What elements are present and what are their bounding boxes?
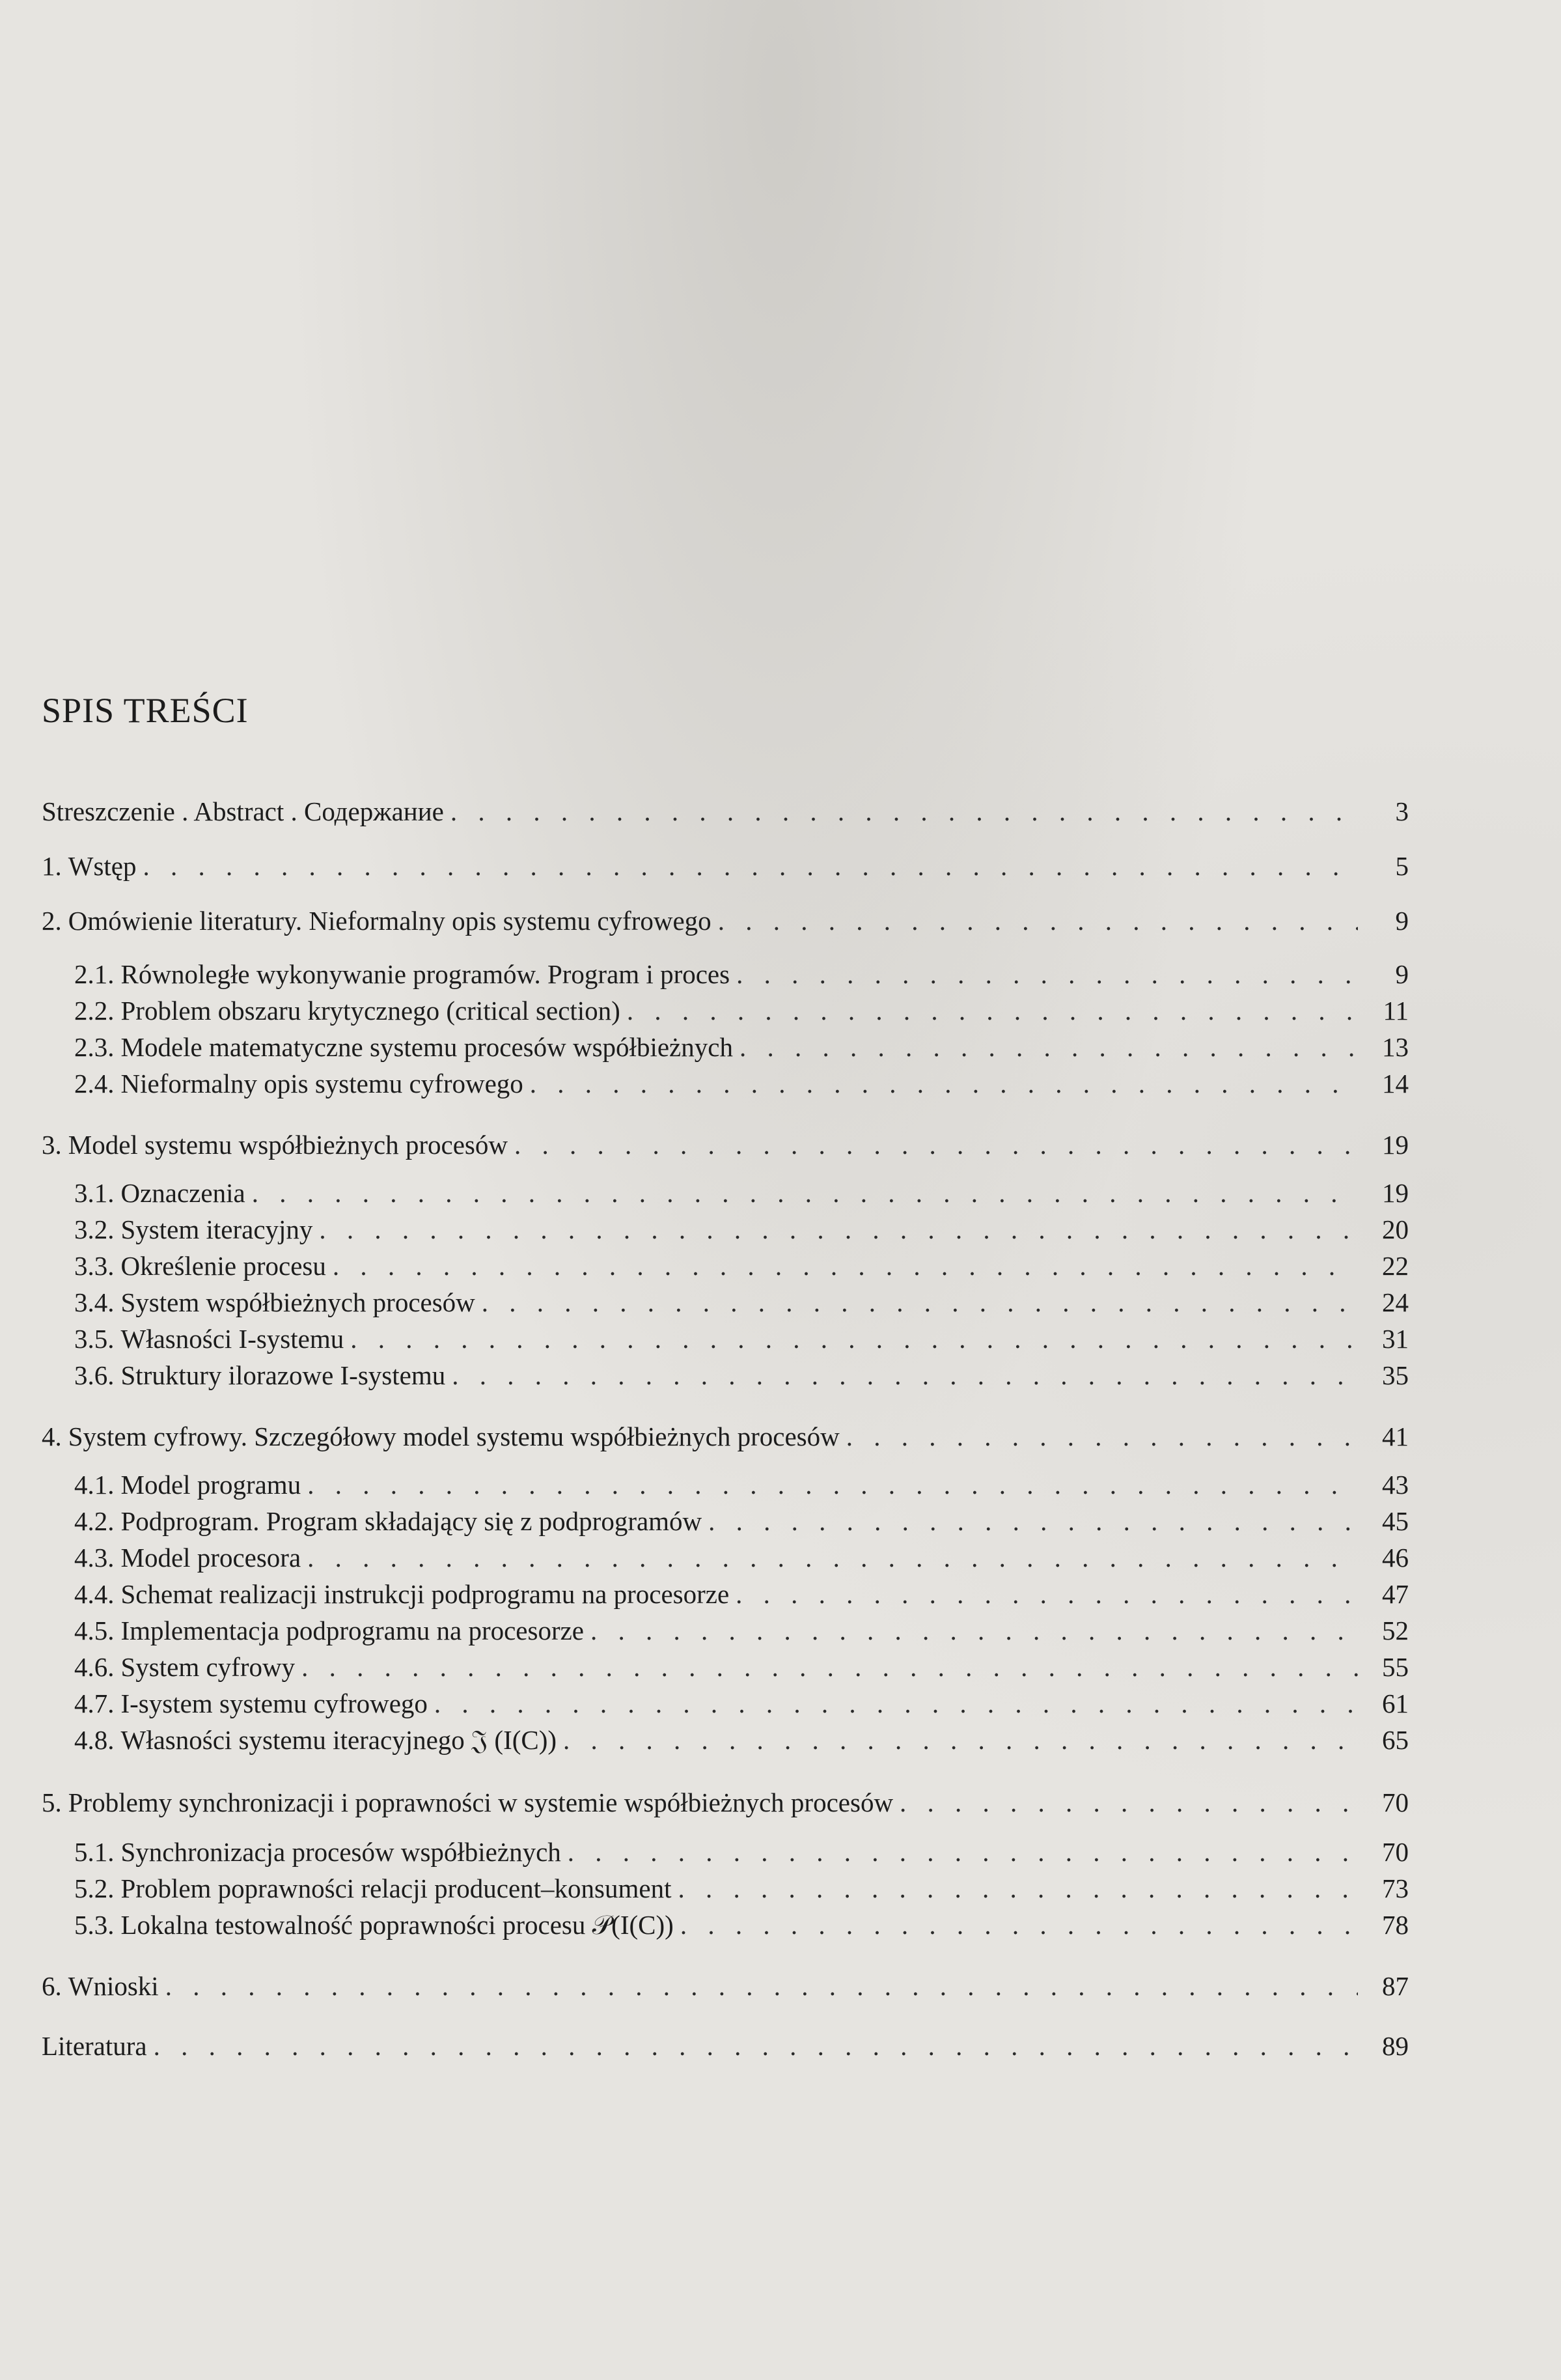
leader-dots — [736, 1577, 1358, 1611]
toc-entry-label: Literatura — [42, 2031, 147, 2061]
toc-entry — [74, 1835, 1409, 1869]
leader-dots — [708, 1504, 1358, 1538]
toc-entry-page: 55 — [1382, 1652, 1409, 1682]
leader-dots — [307, 1468, 1358, 1502]
leader-dots — [333, 1249, 1358, 1283]
toc-entry — [42, 1420, 1409, 1453]
leader-dots — [143, 849, 1359, 883]
toc-entry — [74, 1614, 1409, 1647]
toc-entry — [42, 794, 1409, 828]
leader-dots — [482, 1285, 1358, 1319]
toc-entry-page: 35 — [1382, 1360, 1409, 1390]
toc-entry-label: Wnioski — [68, 1971, 159, 2001]
toc-entry-page: 24 — [1382, 1287, 1409, 1317]
toc-entry-label: Synchronizacja procesów współbieżnych — [120, 1837, 561, 1867]
toc-entry-page: 3 — [1395, 796, 1409, 826]
toc-entry-label: Model systemu współbieżnych procesów — [68, 1130, 508, 1160]
toc-entry-number: 2.1. — [74, 959, 115, 989]
toc-entry — [74, 1504, 1409, 1538]
toc-entry-page: 87 — [1382, 1971, 1409, 2001]
toc-entry — [74, 1176, 1409, 1210]
toc-entry — [74, 1358, 1409, 1392]
toc-entry-label: Modele matematyczne systemu procesów współbieżnych — [120, 1032, 733, 1062]
toc-entry — [42, 1785, 1409, 1819]
toc-entry-page: 47 — [1382, 1579, 1409, 1609]
toc-entry-label: Implementacja podprogramu na procesorze — [120, 1616, 584, 1645]
toc-entry-label: Problem poprawności relacji producent–konsument — [120, 1873, 672, 1903]
toc-entry-number: 2.2. — [74, 996, 115, 1026]
leader-dots — [563, 1723, 1358, 1757]
toc-entry — [74, 1212, 1409, 1246]
page-title: SPIS TREŚCI — [42, 691, 249, 730]
toc-entry — [74, 1577, 1409, 1611]
toc-entry-label: Podprogram. Program składający się z podprogramów — [120, 1506, 702, 1536]
toc-entry-page: 73 — [1382, 1873, 1409, 1903]
toc-entry — [74, 1067, 1409, 1100]
toc-entry — [42, 1128, 1409, 1162]
toc-entry-label: System iteracyjny — [120, 1214, 313, 1244]
toc-entry-number: 5.2. — [74, 1873, 115, 1903]
toc-entry-number: 3.2. — [74, 1214, 115, 1244]
toc-entry-number: 5.3. — [74, 1910, 115, 1940]
toc-entry-label: Oznaczenia — [120, 1178, 245, 1208]
toc-entry — [74, 1322, 1409, 1356]
toc-entry-label: Równoległe wykonywanie programów. Program i proces — [120, 959, 730, 989]
toc-entry — [74, 1723, 1409, 1757]
toc-entry-number: 2.4. — [74, 1069, 115, 1099]
toc-entry-page: 43 — [1382, 1470, 1409, 1500]
toc-entry-number: 4.5. — [74, 1616, 115, 1645]
toc-entry-label: Własności systemu iteracyjnego 𝔍 (I(C)) — [120, 1725, 557, 1755]
leader-dots — [678, 1871, 1359, 1905]
toc-entry-number: 3.6. — [74, 1360, 115, 1390]
toc-entry-number: 4.2. — [74, 1506, 115, 1536]
leader-dots — [736, 957, 1358, 991]
toc-entry-page: 13 — [1382, 1032, 1409, 1062]
leader-dots — [680, 1908, 1358, 1942]
toc-entry-number: 6. — [42, 1971, 62, 2001]
toc-entry-page: 52 — [1382, 1616, 1409, 1645]
toc-entry-number: 5.1. — [74, 1837, 115, 1867]
toc-entry-label: System cyfrowy — [120, 1652, 296, 1682]
leader-dots — [718, 904, 1358, 938]
toc-entry-label: Nieformalny opis systemu cyfrowego — [120, 1069, 523, 1099]
leader-dots — [627, 994, 1358, 1028]
toc-entry-page: 45 — [1382, 1506, 1409, 1536]
toc-entry-number: 4.8. — [74, 1725, 115, 1755]
leader-dots — [252, 1176, 1358, 1210]
toc-entry-label: Problem obszaru krytycznego (critical section) — [120, 996, 620, 1026]
toc-entry-page: 19 — [1382, 1178, 1409, 1208]
toc-entry-number: 4.6. — [74, 1652, 115, 1682]
toc-entry-label: Schemat realizacji instrukcji podprogramu na procesorze — [120, 1579, 730, 1609]
leader-dots — [450, 794, 1358, 828]
toc-entry-page: 78 — [1382, 1910, 1409, 1940]
leader-dots — [319, 1212, 1358, 1246]
toc-entry-number: 4. — [42, 1421, 62, 1451]
leader-dots — [301, 1650, 1358, 1684]
toc-entry — [74, 994, 1409, 1028]
toc-entry — [42, 849, 1409, 883]
toc-entry — [74, 1249, 1409, 1283]
toc-entry-page: 22 — [1382, 1251, 1409, 1281]
toc-entry-page: 14 — [1382, 1069, 1409, 1099]
toc-entry-page: 19 — [1382, 1130, 1409, 1160]
toc-entry-number: 4.3. — [74, 1543, 115, 1573]
toc-entry-number: 3. — [42, 1130, 62, 1160]
toc-entry-label: Określenie procesu — [120, 1251, 326, 1281]
leader-dots — [514, 1128, 1358, 1162]
leader-dots — [165, 1969, 1358, 2003]
toc-entry-label: Problemy synchronizacji i poprawności w systemie współbieżnych procesów — [68, 1787, 894, 1817]
toc-entry — [74, 1908, 1409, 1942]
toc-entry-number: 2.3. — [74, 1032, 115, 1062]
leader-dots — [900, 1785, 1358, 1819]
leader-dots — [590, 1614, 1358, 1647]
toc-entry-label: Model programu — [120, 1470, 301, 1500]
toc-entry-page: 5 — [1395, 851, 1409, 881]
toc-entry-page: 70 — [1382, 1837, 1409, 1867]
toc-entry-label: I-system systemu cyfrowego — [120, 1688, 428, 1718]
toc-entry-page: 31 — [1382, 1324, 1409, 1354]
toc-entry-page: 20 — [1382, 1214, 1409, 1244]
toc-entry-number: 3.1. — [74, 1178, 115, 1208]
toc-entry-number: 3.4. — [74, 1287, 115, 1317]
toc-entry — [42, 2029, 1409, 2063]
leader-dots — [530, 1067, 1358, 1100]
toc-entry-number: 4.1. — [74, 1470, 115, 1500]
toc-entry-label: Omówienie literatury. Nieformalny opis systemu cyfrowego — [68, 906, 711, 936]
toc-entry-page: 65 — [1382, 1725, 1409, 1755]
toc-entry — [74, 1650, 1409, 1684]
toc-entry-page: 9 — [1395, 959, 1409, 989]
toc-entry — [42, 904, 1409, 938]
toc-entry-page: 61 — [1382, 1688, 1409, 1718]
toc-entry-label: Struktury ilorazowe I-systemu — [120, 1360, 446, 1390]
leader-dots — [307, 1541, 1358, 1575]
toc-entry-page: 46 — [1382, 1543, 1409, 1573]
toc-entry-page: 89 — [1382, 2031, 1409, 2061]
toc-entry-number: 3.5. — [74, 1324, 115, 1354]
toc-entry-number: 5. — [42, 1787, 62, 1817]
toc-entry-number: 2. — [42, 906, 62, 936]
leader-dots — [739, 1030, 1358, 1064]
toc-entry-number: 1. — [42, 851, 62, 881]
leader-dots — [350, 1322, 1358, 1356]
toc-entry — [74, 1285, 1409, 1319]
toc-entry-label: System cyfrowy. Szczegółowy model systemu współbieżnych procesów — [68, 1421, 840, 1451]
leader-dots — [568, 1835, 1358, 1869]
toc-entry-number: 4.4. — [74, 1579, 115, 1609]
toc-entry-label: Lokalna testowalność poprawności procesu 𝒫(I(C)) — [120, 1910, 674, 1940]
leader-dots — [434, 1687, 1358, 1720]
toc-entry — [42, 1969, 1409, 2003]
toc-entry-number: 4.7. — [74, 1688, 115, 1718]
toc-entry-page: 70 — [1382, 1787, 1409, 1817]
leader-dots — [846, 1420, 1358, 1453]
toc-entry-label: System współbieżnych procesów — [120, 1287, 475, 1317]
toc-entry — [74, 1468, 1409, 1502]
toc-entry-page: 9 — [1395, 906, 1409, 936]
toc-entry-page: 41 — [1382, 1421, 1409, 1451]
toc-entry — [74, 1687, 1409, 1720]
toc-entry-page: 11 — [1383, 996, 1409, 1026]
leader-dots — [154, 2029, 1358, 2063]
toc-entry-label: Wstęp — [68, 851, 137, 881]
toc-entry-number: 3.3. — [74, 1251, 115, 1281]
toc-entry — [74, 957, 1409, 991]
leader-dots — [452, 1358, 1358, 1392]
toc-entry — [74, 1871, 1409, 1905]
toc-entry-label: Streszczenie . Abstract . Содержание — [42, 796, 444, 826]
toc-entry-label: Własności I-systemu — [120, 1324, 344, 1354]
toc-entry — [74, 1030, 1409, 1064]
toc-entry — [74, 1541, 1409, 1575]
toc-entry-label: Model procesora — [120, 1543, 301, 1573]
